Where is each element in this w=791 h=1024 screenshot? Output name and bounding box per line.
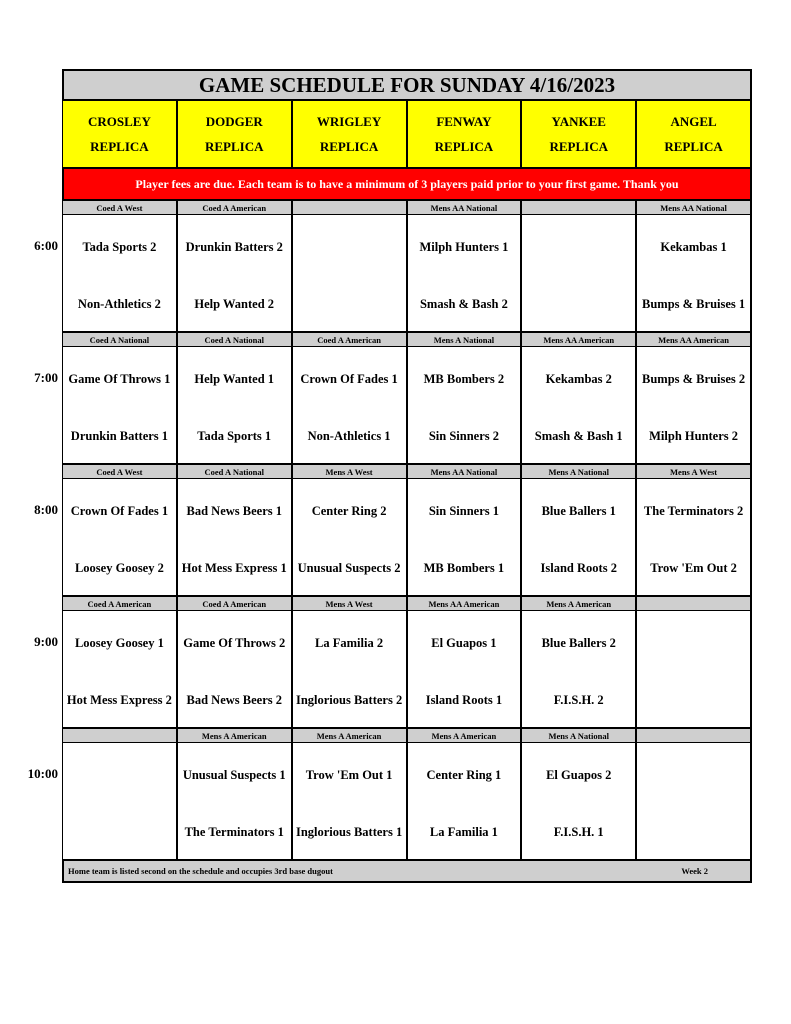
game-cell xyxy=(293,611,408,727)
division-label: Mens A American xyxy=(178,729,293,743)
field-header-row xyxy=(62,101,752,169)
field-sub: REPLICA xyxy=(319,139,379,154)
division-row xyxy=(62,597,752,611)
home-team: Island Roots 2 xyxy=(540,561,617,575)
division-label: Mens AA American xyxy=(408,597,523,611)
away-team: Loosey Goosey 1 xyxy=(74,636,164,650)
game-slot-row xyxy=(62,479,752,597)
field-wrigley xyxy=(293,101,408,169)
home-team: Island Roots 1 xyxy=(425,693,503,707)
week-label: Week 2 xyxy=(681,866,708,876)
game-slot-row xyxy=(62,347,752,465)
game-cell xyxy=(522,743,637,859)
home-team: Bad News Beers 2 xyxy=(186,693,282,707)
away-team: Help Wanted 1 xyxy=(194,372,275,386)
game-cell xyxy=(293,347,408,463)
away-team: Bad News Beers 1 xyxy=(186,504,282,518)
home-team: Tada Sports 1 xyxy=(197,429,272,443)
game-cell xyxy=(522,347,637,463)
away-team: Unusual Suspects 1 xyxy=(182,768,286,782)
field-name: CROSLEY xyxy=(87,114,151,129)
game-cell xyxy=(522,215,637,331)
time-label: 9:00 xyxy=(34,634,58,649)
division-label: Coed A American xyxy=(178,201,293,215)
field-sub: REPLICA xyxy=(664,139,723,154)
home-team: Inglorious Batters 1 xyxy=(295,825,403,839)
home-team: Smash & Bash 1 xyxy=(534,429,623,443)
division-label: Coed A West xyxy=(63,465,178,479)
field-fenway xyxy=(408,101,523,169)
time-slots xyxy=(62,201,752,861)
game-cell xyxy=(63,215,178,331)
division-label xyxy=(63,729,178,743)
away-team: MB Bombers 2 xyxy=(423,372,505,386)
division-label: Mens AA American xyxy=(637,333,752,347)
division-label xyxy=(637,729,752,743)
division-label: Mens A National xyxy=(522,465,637,479)
away-team: El Guapos 1 xyxy=(431,636,497,650)
footer-note: Home team is listed second on the schedule and occupies 3rd base dugout xyxy=(68,866,333,876)
division-label xyxy=(522,201,637,215)
game-cell xyxy=(408,611,523,727)
footer-bar xyxy=(62,861,752,883)
home-team: Unusual Suspects 2 xyxy=(297,561,401,575)
home-team: La Familia 1 xyxy=(429,825,498,839)
division-row xyxy=(62,333,752,347)
division-label xyxy=(293,201,408,215)
game-cell xyxy=(408,215,523,331)
home-team: Non-Athletics 1 xyxy=(307,429,391,443)
away-team xyxy=(295,229,404,265)
away-team: El Guapos 2 xyxy=(546,768,612,782)
away-team: Crown Of Fades 1 xyxy=(70,504,169,518)
away-team: Sin Sinners 1 xyxy=(428,504,499,518)
game-cell xyxy=(293,215,408,331)
time-label: 7:00 xyxy=(34,370,58,385)
field-sub: REPLICA xyxy=(434,139,494,154)
home-team: Loosey Goosey 2 xyxy=(74,561,164,575)
division-label: Mens A West xyxy=(637,465,752,479)
away-team xyxy=(65,757,174,793)
home-team: Sin Sinners 2 xyxy=(428,429,499,443)
division-label: Coed A National xyxy=(178,333,293,347)
time-label: 10:00 xyxy=(27,766,58,781)
away-team: Game Of Throws 1 xyxy=(68,372,171,386)
division-row xyxy=(62,465,752,479)
division-label: Mens A West xyxy=(293,465,408,479)
game-cell xyxy=(63,611,178,727)
game-cell xyxy=(637,743,752,859)
division-label: Coed A American xyxy=(178,597,293,611)
field-name: ANGEL xyxy=(670,114,717,129)
away-team: Game Of Throws 2 xyxy=(183,636,286,650)
game-cell xyxy=(637,611,752,727)
fee-notice-banner: Player fees are due. Each team is to have a minimum of 3 players paid prior to your first game. Thank you xyxy=(62,169,752,201)
home-team xyxy=(639,814,748,850)
division-label xyxy=(637,597,752,611)
game-slot-row xyxy=(62,743,752,861)
field-crosley xyxy=(63,101,178,169)
field-name: DODGER xyxy=(205,114,263,129)
away-team: Center Ring 1 xyxy=(426,768,502,782)
home-team: Hot Mess Express 1 xyxy=(181,561,287,575)
game-cell xyxy=(637,215,752,331)
home-team: F.I.S.H. 2 xyxy=(553,693,604,707)
division-row xyxy=(62,201,752,215)
home-team: Drunkin Batters 1 xyxy=(70,429,169,443)
home-team: F.I.S.H. 1 xyxy=(553,825,604,839)
game-cell xyxy=(63,743,178,859)
division-label: Coed A West xyxy=(63,201,178,215)
home-team xyxy=(639,682,748,718)
game-cell xyxy=(178,611,293,727)
division-label: Mens A American xyxy=(522,597,637,611)
away-team xyxy=(639,757,748,793)
away-team: Tada Sports 2 xyxy=(82,240,157,254)
away-team: Bumps & Bruises 2 xyxy=(642,372,746,386)
away-team: Drunkin Batters 2 xyxy=(185,240,283,254)
home-team: Help Wanted 2 xyxy=(194,297,275,311)
game-cell xyxy=(408,479,523,595)
field-name: FENWAY xyxy=(436,114,492,129)
away-team: Milph Hunters 1 xyxy=(419,240,509,254)
division-label: Mens A National xyxy=(522,729,637,743)
game-cell xyxy=(522,611,637,727)
away-team: La Familia 2 xyxy=(315,636,384,650)
game-cell xyxy=(522,479,637,595)
away-team xyxy=(639,625,748,661)
game-slot-row xyxy=(62,215,752,333)
away-team: The Terminators 2 xyxy=(643,504,744,518)
away-team xyxy=(524,229,633,265)
game-cell xyxy=(63,347,178,463)
home-team xyxy=(524,286,633,322)
division-label: Coed A National xyxy=(63,333,178,347)
division-label: Mens AA American xyxy=(522,333,637,347)
game-cell xyxy=(178,479,293,595)
away-team: Crown Of Fades 1 xyxy=(300,372,398,386)
division-label: Mens A American xyxy=(408,729,523,743)
time-label: 6:00 xyxy=(34,238,58,253)
home-team: Trow 'Em Out 2 xyxy=(650,561,737,575)
time-label: 8:00 xyxy=(34,502,58,517)
division-label: Coed A American xyxy=(293,333,408,347)
field-angel xyxy=(637,101,752,169)
home-team xyxy=(65,814,174,850)
away-team: Kekambas 2 xyxy=(545,372,612,386)
division-label: Mens AA National xyxy=(637,201,752,215)
game-cell xyxy=(293,479,408,595)
home-team: Hot Mess Express 2 xyxy=(66,693,172,707)
field-sub: REPLICA xyxy=(90,139,149,154)
away-team: Blue Ballers 1 xyxy=(541,504,616,518)
division-label: Mens A West xyxy=(293,597,408,611)
game-cell xyxy=(637,479,752,595)
away-team: Trow 'Em Out 1 xyxy=(305,768,393,782)
division-label: Mens A American xyxy=(293,729,408,743)
division-label: Mens A National xyxy=(408,333,523,347)
game-cell xyxy=(63,479,178,595)
division-label: Mens AA National xyxy=(408,201,523,215)
division-label: Coed A American xyxy=(63,597,178,611)
game-cell xyxy=(178,215,293,331)
home-team: Milph Hunters 2 xyxy=(649,429,739,443)
home-team: The Terminators 1 xyxy=(184,825,284,839)
home-team: Non-Athletics 2 xyxy=(77,297,161,311)
field-sub: REPLICA xyxy=(549,139,608,154)
field-dodger xyxy=(178,101,293,169)
schedule-sheet xyxy=(62,69,752,883)
division-label: Coed A National xyxy=(178,465,293,479)
home-team: Bumps & Bruises 1 xyxy=(642,297,746,311)
field-sub: REPLICA xyxy=(204,139,264,154)
game-cell xyxy=(293,743,408,859)
page-title: GAME SCHEDULE FOR SUNDAY 4/16/2023 xyxy=(62,69,752,101)
field-yankee xyxy=(522,101,637,169)
away-team: Blue Ballers 2 xyxy=(541,636,616,650)
field-name: YANKEE xyxy=(551,114,606,129)
game-cell xyxy=(178,743,293,859)
away-team: Kekambas 1 xyxy=(660,240,727,254)
field-name: WRIGLEY xyxy=(316,114,382,129)
division-row xyxy=(62,729,752,743)
game-cell xyxy=(637,347,752,463)
game-slot-row xyxy=(62,611,752,729)
game-cell xyxy=(408,347,523,463)
away-team: Center Ring 2 xyxy=(311,504,387,518)
game-cell xyxy=(178,347,293,463)
division-label: Mens AA National xyxy=(408,465,523,479)
home-team: MB Bombers 1 xyxy=(423,561,505,575)
game-cell xyxy=(408,743,523,859)
home-team: Smash & Bash 2 xyxy=(419,297,508,311)
home-team xyxy=(295,286,404,322)
home-team: Inglorious Batters 2 xyxy=(295,693,403,707)
